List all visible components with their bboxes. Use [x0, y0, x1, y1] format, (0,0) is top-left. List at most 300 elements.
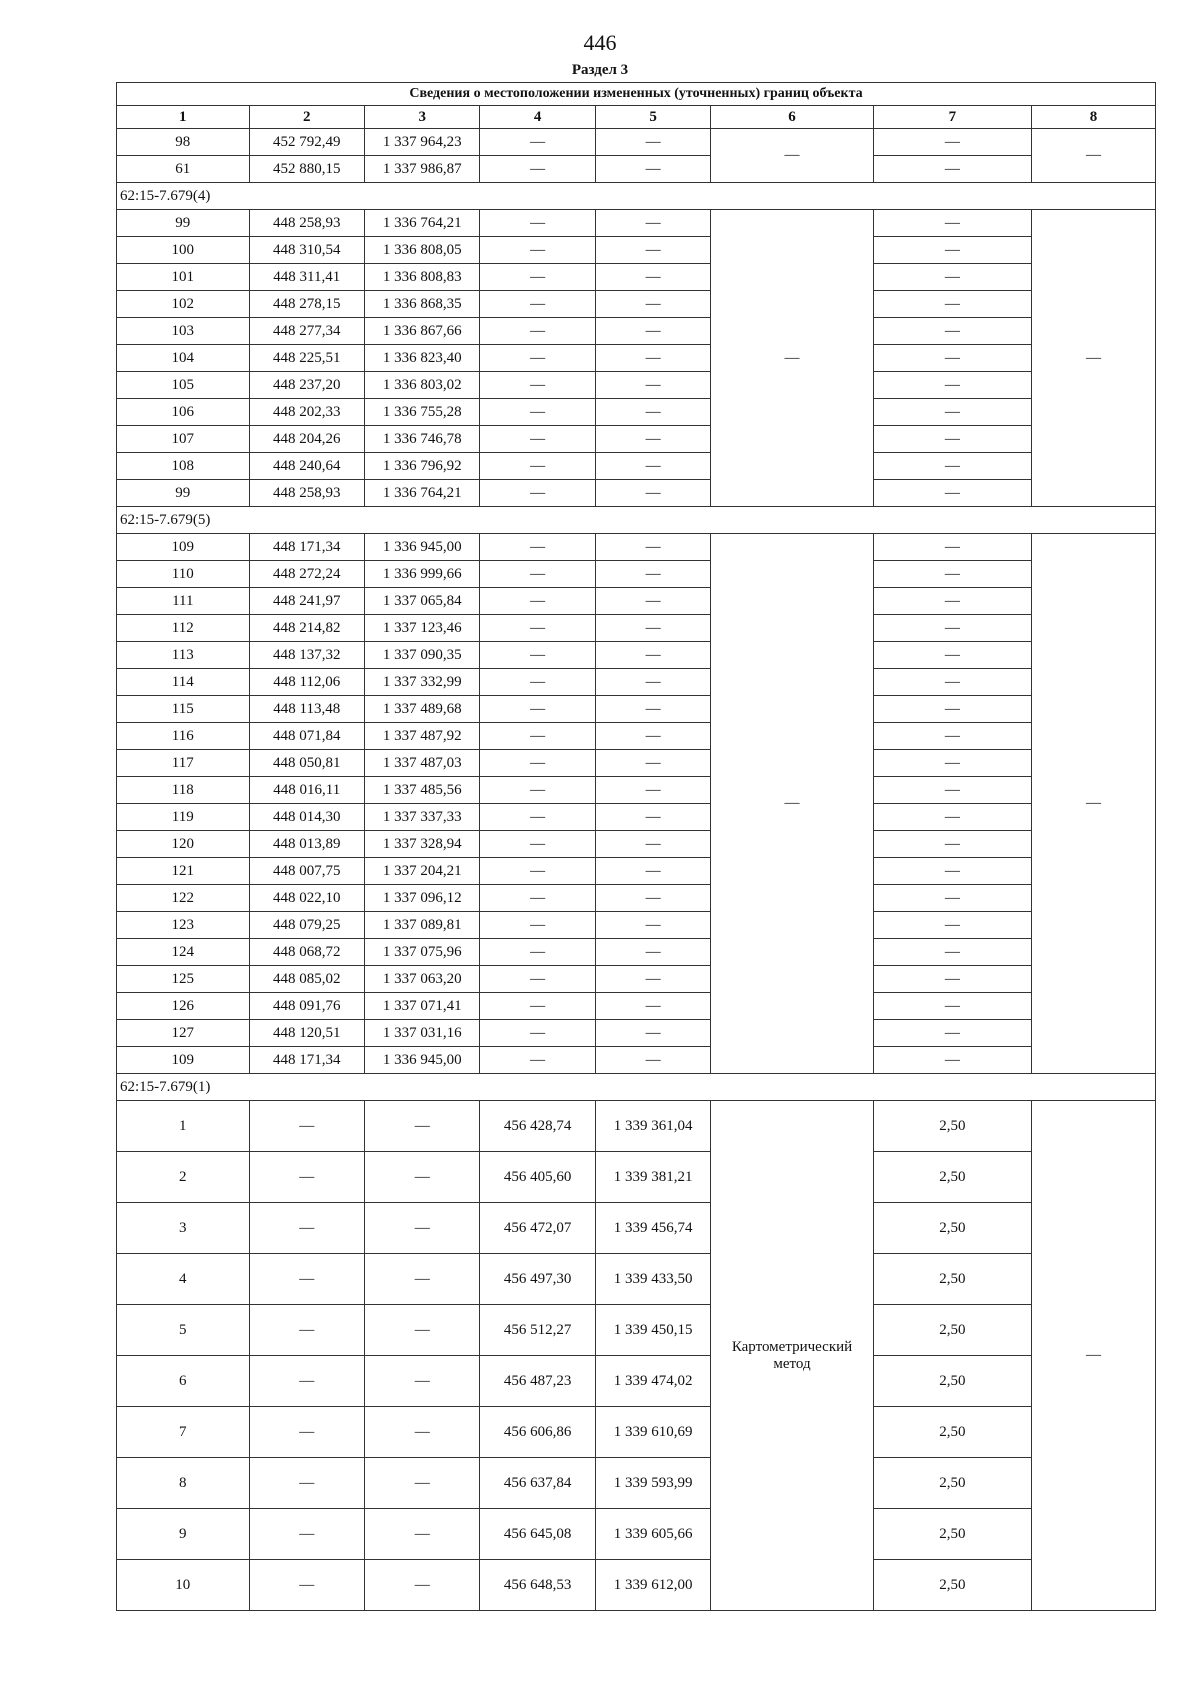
coord-x: 448 237,20 [249, 372, 364, 399]
point-number: 118 [117, 777, 250, 804]
new-coord-x: — [480, 156, 595, 183]
new-coord-x: — [480, 345, 595, 372]
point-number: 106 [117, 399, 250, 426]
coord-x: 448 071,84 [249, 723, 364, 750]
coord-x: 448 137,32 [249, 642, 364, 669]
accuracy-cell: — [873, 885, 1031, 912]
coord-x: 448 277,34 [249, 318, 364, 345]
point-number: 6 [117, 1356, 250, 1407]
coord-y: 1 336 755,28 [364, 399, 479, 426]
accuracy-cell: — [873, 588, 1031, 615]
coord-y: 1 336 746,78 [364, 426, 479, 453]
description-cell: — [1031, 210, 1155, 507]
new-coord-x: — [480, 318, 595, 345]
point-number: 104 [117, 345, 250, 372]
table-row [117, 615, 1156, 642]
new-coord-y: — [595, 561, 710, 588]
new-coord-y: — [595, 858, 710, 885]
new-coord-y: — [595, 993, 710, 1020]
new-coord-x: 456 606,86 [480, 1407, 595, 1458]
accuracy-cell: 2,50 [873, 1407, 1031, 1458]
coord-x: 448 091,76 [249, 993, 364, 1020]
accuracy-cell: 2,50 [873, 1560, 1031, 1611]
table-row [117, 1356, 1156, 1407]
table-row [117, 1509, 1156, 1560]
new-coord-y: — [595, 399, 710, 426]
table-row [117, 669, 1156, 696]
column-header-3: 3 [364, 106, 479, 129]
coord-y: — [364, 1407, 479, 1458]
coord-x: 448 278,15 [249, 291, 364, 318]
coord-x: 448 079,25 [249, 912, 364, 939]
coord-x: 448 016,11 [249, 777, 364, 804]
new-coord-x: 456 472,07 [480, 1203, 595, 1254]
column-header-8: 8 [1031, 106, 1155, 129]
coord-y: 1 337 489,68 [364, 696, 479, 723]
point-number: 9 [117, 1509, 250, 1560]
new-coord-x: — [480, 237, 595, 264]
point-number: 122 [117, 885, 250, 912]
point-number: 1 [117, 1101, 250, 1152]
table-row [117, 345, 1156, 372]
coord-y: 1 337 328,94 [364, 831, 479, 858]
accuracy-cell: — [873, 372, 1031, 399]
new-coord-y: — [595, 696, 710, 723]
new-coord-x: 456 487,23 [480, 1356, 595, 1407]
coord-y: — [364, 1560, 479, 1611]
accuracy-cell: — [873, 723, 1031, 750]
table-row [117, 210, 1156, 237]
coord-x: — [249, 1305, 364, 1356]
coord-x: 448 013,89 [249, 831, 364, 858]
coord-x: — [249, 1356, 364, 1407]
new-coord-x: — [480, 426, 595, 453]
coord-y: 1 336 868,35 [364, 291, 479, 318]
group-label: 62:15-7.679(5) [117, 507, 1156, 534]
coord-y: 1 336 999,66 [364, 561, 479, 588]
coord-y: 1 337 065,84 [364, 588, 479, 615]
coord-y: 1 337 337,33 [364, 804, 479, 831]
table-row [117, 1152, 1156, 1203]
new-coord-y: — [595, 723, 710, 750]
table-title: Сведения о местоположении измененных (уточненных) границ объекта [117, 83, 1156, 106]
new-coord-y: — [595, 777, 710, 804]
table-row [117, 453, 1156, 480]
accuracy-cell: — [873, 426, 1031, 453]
point-number: 103 [117, 318, 250, 345]
point-number: 109 [117, 1047, 250, 1074]
table-row [117, 1305, 1156, 1356]
accuracy-cell: — [873, 615, 1031, 642]
point-number: 102 [117, 291, 250, 318]
coord-x: 448 258,93 [249, 480, 364, 507]
new-coord-y: — [595, 345, 710, 372]
new-coord-x: — [480, 939, 595, 966]
coord-y: 1 337 986,87 [364, 156, 479, 183]
coord-x: 448 007,75 [249, 858, 364, 885]
coord-y: 1 336 796,92 [364, 453, 479, 480]
new-coord-y: — [595, 804, 710, 831]
accuracy-cell: 2,50 [873, 1356, 1031, 1407]
coord-y: 1 337 204,21 [364, 858, 479, 885]
table-row [117, 777, 1156, 804]
new-coord-x: 456 405,60 [480, 1152, 595, 1203]
table-row [117, 318, 1156, 345]
new-coord-x: — [480, 885, 595, 912]
table-row [117, 939, 1156, 966]
point-number: 5 [117, 1305, 250, 1356]
table-row [117, 1101, 1156, 1152]
accuracy-cell: 2,50 [873, 1305, 1031, 1356]
new-coord-y: — [595, 669, 710, 696]
point-number: 105 [117, 372, 250, 399]
coord-x: — [249, 1152, 364, 1203]
accuracy-cell: — [873, 264, 1031, 291]
new-coord-y: 1 339 612,00 [595, 1560, 710, 1611]
point-number: 100 [117, 237, 250, 264]
new-coord-y: — [595, 1047, 710, 1074]
point-number: 125 [117, 966, 250, 993]
table-row [117, 858, 1156, 885]
new-coord-y: 1 339 433,50 [595, 1254, 710, 1305]
new-coord-y: 1 339 381,21 [595, 1152, 710, 1203]
point-number: 123 [117, 912, 250, 939]
new-coord-x: — [480, 750, 595, 777]
new-coord-x: — [480, 588, 595, 615]
accuracy-cell: — [873, 939, 1031, 966]
accuracy-cell: 2,50 [873, 1152, 1031, 1203]
coord-x: 448 050,81 [249, 750, 364, 777]
point-number: 120 [117, 831, 250, 858]
new-coord-x: — [480, 372, 595, 399]
new-coord-y: — [595, 237, 710, 264]
table-row [117, 156, 1156, 183]
accuracy-cell: — [873, 669, 1031, 696]
accuracy-cell: — [873, 831, 1031, 858]
point-number: 4 [117, 1254, 250, 1305]
accuracy-cell: 2,50 [873, 1203, 1031, 1254]
new-coord-y: — [595, 372, 710, 399]
accuracy-cell: — [873, 318, 1031, 345]
table-row [117, 561, 1156, 588]
group-header-row [117, 1074, 1156, 1101]
new-coord-y: — [595, 642, 710, 669]
coord-y: 1 336 823,40 [364, 345, 479, 372]
coord-y: — [364, 1305, 479, 1356]
coord-y: — [364, 1254, 479, 1305]
column-header-2: 2 [249, 106, 364, 129]
new-coord-y: 1 339 361,04 [595, 1101, 710, 1152]
coord-x: 448 225,51 [249, 345, 364, 372]
table-row [117, 1047, 1156, 1074]
coord-x: 448 311,41 [249, 264, 364, 291]
coord-x: 448 204,26 [249, 426, 364, 453]
new-coord-x: — [480, 615, 595, 642]
new-coord-x: — [480, 453, 595, 480]
point-number: 115 [117, 696, 250, 723]
accuracy-cell: — [873, 399, 1031, 426]
point-number: 107 [117, 426, 250, 453]
description-cell: — [1031, 129, 1155, 183]
table-row [117, 588, 1156, 615]
new-coord-x: — [480, 669, 595, 696]
coord-x: — [249, 1458, 364, 1509]
accuracy-cell: — [873, 345, 1031, 372]
table-row [117, 372, 1156, 399]
point-number: 108 [117, 453, 250, 480]
coord-x: 448 022,10 [249, 885, 364, 912]
point-number: 7 [117, 1407, 250, 1458]
new-coord-y: — [595, 1020, 710, 1047]
new-coord-y: — [595, 318, 710, 345]
accuracy-cell: — [873, 534, 1031, 561]
new-coord-x: — [480, 993, 595, 1020]
new-coord-x: — [480, 264, 595, 291]
method-cell: Картометрический метод [711, 1101, 873, 1611]
point-number: 109 [117, 534, 250, 561]
accuracy-cell: — [873, 480, 1031, 507]
point-number: 8 [117, 1458, 250, 1509]
coord-x: 448 258,93 [249, 210, 364, 237]
point-number: 111 [117, 588, 250, 615]
table-row [117, 723, 1156, 750]
new-coord-y: — [595, 750, 710, 777]
new-coord-y: — [595, 129, 710, 156]
accuracy-cell: — [873, 642, 1031, 669]
coord-x: 452 880,15 [249, 156, 364, 183]
table-row [117, 1407, 1156, 1458]
point-number: 124 [117, 939, 250, 966]
accuracy-cell: — [873, 858, 1031, 885]
coord-y: 1 337 123,46 [364, 615, 479, 642]
new-coord-x: — [480, 723, 595, 750]
new-coord-x: — [480, 642, 595, 669]
table-row [117, 1203, 1156, 1254]
accuracy-cell: — [873, 1047, 1031, 1074]
new-coord-x: 456 512,27 [480, 1305, 595, 1356]
point-number: 117 [117, 750, 250, 777]
new-coord-y: — [595, 210, 710, 237]
coord-y: 1 336 764,21 [364, 480, 479, 507]
table-row [117, 480, 1156, 507]
coord-y: 1 337 031,16 [364, 1020, 479, 1047]
new-coord-x: — [480, 804, 595, 831]
point-number: 99 [117, 480, 250, 507]
accuracy-cell: — [873, 561, 1031, 588]
new-coord-x: — [480, 912, 595, 939]
column-header-row [117, 106, 1156, 129]
accuracy-cell: 2,50 [873, 1101, 1031, 1152]
column-header-6: 6 [711, 106, 873, 129]
coord-y: — [364, 1458, 479, 1509]
accuracy-cell: — [873, 993, 1031, 1020]
point-number: 112 [117, 615, 250, 642]
coordinates-table [116, 82, 1156, 1611]
column-header-4: 4 [480, 106, 595, 129]
coord-y: 1 336 808,83 [364, 264, 479, 291]
table-row [117, 642, 1156, 669]
accuracy-cell: — [873, 129, 1031, 156]
new-coord-y: — [595, 885, 710, 912]
table-row [117, 264, 1156, 291]
table-row [117, 804, 1156, 831]
coord-x: — [249, 1203, 364, 1254]
point-number: 113 [117, 642, 250, 669]
coord-x: — [249, 1407, 364, 1458]
new-coord-x: — [480, 696, 595, 723]
new-coord-x: — [480, 399, 595, 426]
page-number: 446 [583, 30, 617, 55]
table-row [117, 1254, 1156, 1305]
coord-x: 448 272,24 [249, 561, 364, 588]
accuracy-cell: — [873, 750, 1031, 777]
method-cell: — [711, 210, 873, 507]
accuracy-cell: 2,50 [873, 1254, 1031, 1305]
new-coord-x: — [480, 1047, 595, 1074]
point-number: 99 [117, 210, 250, 237]
coord-y: 1 337 063,20 [364, 966, 479, 993]
coord-x: 448 214,82 [249, 615, 364, 642]
table-row [117, 534, 1156, 561]
coord-y: — [364, 1509, 479, 1560]
table-row [117, 237, 1156, 264]
new-coord-x: — [480, 129, 595, 156]
coord-x: 448 171,34 [249, 534, 364, 561]
coord-y: — [364, 1101, 479, 1152]
new-coord-y: — [595, 588, 710, 615]
point-number: 121 [117, 858, 250, 885]
accuracy-cell: — [873, 804, 1031, 831]
new-coord-y: — [595, 291, 710, 318]
new-coord-x: 456 637,84 [480, 1458, 595, 1509]
coord-x: 448 171,34 [249, 1047, 364, 1074]
column-header-7: 7 [873, 106, 1031, 129]
accuracy-cell: — [873, 696, 1031, 723]
new-coord-x: — [480, 777, 595, 804]
point-number: 2 [117, 1152, 250, 1203]
accuracy-cell: — [873, 156, 1031, 183]
new-coord-y: — [595, 534, 710, 561]
accuracy-cell: — [873, 777, 1031, 804]
point-number: 114 [117, 669, 250, 696]
new-coord-x: — [480, 858, 595, 885]
coord-y: 1 336 867,66 [364, 318, 479, 345]
point-number: 98 [117, 129, 250, 156]
table-row [117, 966, 1156, 993]
new-coord-y: 1 339 610,69 [595, 1407, 710, 1458]
coord-x: 448 202,33 [249, 399, 364, 426]
new-coord-y: — [595, 426, 710, 453]
accuracy-cell: — [873, 237, 1031, 264]
coord-x: 448 241,97 [249, 588, 364, 615]
new-coord-y: 1 339 593,99 [595, 1458, 710, 1509]
new-coord-y: — [595, 966, 710, 993]
accuracy-cell: — [873, 210, 1031, 237]
table-row [117, 831, 1156, 858]
coord-y: 1 337 964,23 [364, 129, 479, 156]
coord-x: 448 112,06 [249, 669, 364, 696]
new-coord-y: — [595, 939, 710, 966]
table-row [117, 696, 1156, 723]
method-cell: — [711, 534, 873, 1074]
group-label: 62:15-7.679(1) [117, 1074, 1156, 1101]
new-coord-x: 456 497,30 [480, 1254, 595, 1305]
coord-y: 1 337 487,03 [364, 750, 479, 777]
accuracy-cell: 2,50 [873, 1509, 1031, 1560]
accuracy-cell: — [873, 1020, 1031, 1047]
point-number: 116 [117, 723, 250, 750]
coord-y: 1 337 089,81 [364, 912, 479, 939]
description-cell: — [1031, 1101, 1155, 1611]
coord-y: 1 336 945,00 [364, 1047, 479, 1074]
group-header-row [117, 183, 1156, 210]
coord-y: 1 337 485,56 [364, 777, 479, 804]
coord-x: 448 014,30 [249, 804, 364, 831]
new-coord-x: — [480, 966, 595, 993]
table-row [117, 399, 1156, 426]
table-row [117, 426, 1156, 453]
table-row [117, 885, 1156, 912]
group-label: 62:15-7.679(4) [117, 183, 1156, 210]
table-row [117, 291, 1156, 318]
coord-y: 1 336 764,21 [364, 210, 479, 237]
table-row [117, 993, 1156, 1020]
new-coord-x: — [480, 291, 595, 318]
table-row [117, 750, 1156, 777]
coord-y: 1 337 071,41 [364, 993, 479, 1020]
point-number: 3 [117, 1203, 250, 1254]
table-row [117, 1020, 1156, 1047]
column-header-5: 5 [595, 106, 710, 129]
new-coord-y: — [595, 156, 710, 183]
accuracy-cell: — [873, 966, 1031, 993]
coord-x: 448 240,64 [249, 453, 364, 480]
table-row [117, 1560, 1156, 1611]
new-coord-y: 1 339 474,02 [595, 1356, 710, 1407]
new-coord-x: — [480, 480, 595, 507]
point-number: 110 [117, 561, 250, 588]
point-number: 119 [117, 804, 250, 831]
coord-y: 1 336 808,05 [364, 237, 479, 264]
column-header-1: 1 [117, 106, 250, 129]
coord-x: 448 113,48 [249, 696, 364, 723]
point-number: 127 [117, 1020, 250, 1047]
new-coord-x: — [480, 534, 595, 561]
accuracy-cell: — [873, 291, 1031, 318]
coord-y: 1 337 487,92 [364, 723, 479, 750]
new-coord-x: 456 645,08 [480, 1509, 595, 1560]
new-coord-y: — [595, 264, 710, 291]
new-coord-y: 1 339 456,74 [595, 1203, 710, 1254]
coord-y: 1 337 090,35 [364, 642, 479, 669]
coord-y: 1 337 096,12 [364, 885, 479, 912]
description-cell: — [1031, 534, 1155, 1074]
new-coord-y: — [595, 453, 710, 480]
new-coord-x: 456 428,74 [480, 1101, 595, 1152]
coord-y: — [364, 1152, 479, 1203]
table-row [117, 129, 1156, 156]
table-row [117, 912, 1156, 939]
new-coord-y: — [595, 831, 710, 858]
section-title: Раздел 3 [571, 62, 629, 78]
new-coord-y: — [595, 480, 710, 507]
new-coord-x: — [480, 831, 595, 858]
accuracy-cell: — [873, 453, 1031, 480]
coord-y: 1 337 332,99 [364, 669, 479, 696]
coord-y: 1 337 075,96 [364, 939, 479, 966]
new-coord-y: 1 339 450,15 [595, 1305, 710, 1356]
new-coord-y: 1 339 605,66 [595, 1509, 710, 1560]
